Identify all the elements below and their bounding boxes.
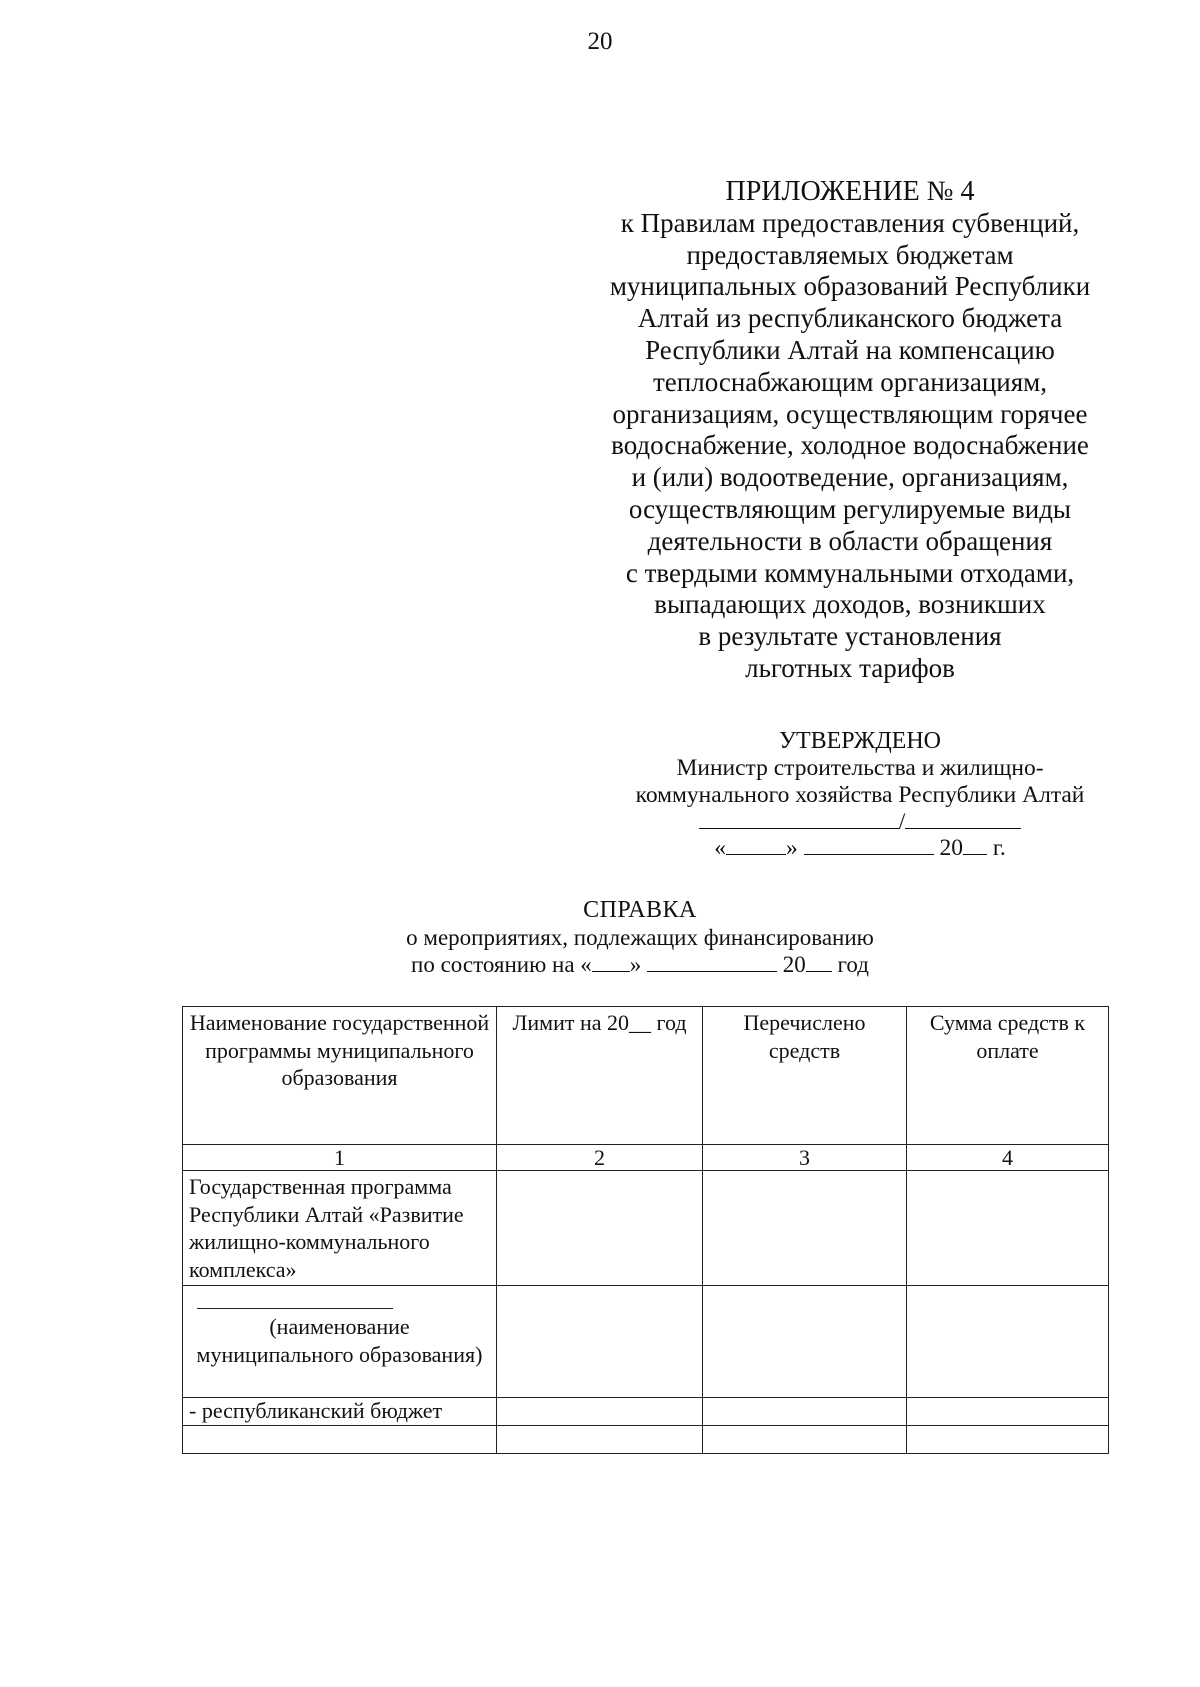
column-number: 2	[497, 1145, 703, 1171]
municipality-caption: (наименование муниципального образования)	[196, 1314, 483, 1367]
page-number: 20	[587, 28, 613, 55]
row-label-empty[interactable]	[183, 1426, 497, 1454]
header-limit: Лимит на 20__ год	[497, 1007, 703, 1145]
table-cell[interactable]	[703, 1286, 907, 1398]
appendix-line: и (или) водоотведение, организациям,	[631, 462, 1069, 493]
appendix-block	[580, 176, 1120, 685]
appendix-line: с твердыми коммунальными отходами,	[625, 557, 1075, 588]
table-cell[interactable]	[907, 1426, 1109, 1454]
date-open-quote: «	[714, 835, 726, 861]
certificate-heading: СПРАВКА	[583, 897, 697, 923]
signature-line	[620, 809, 1100, 835]
table-cell[interactable]	[907, 1171, 1109, 1286]
table-cell[interactable]	[497, 1426, 703, 1454]
header-program-name: Наименование государственной программы муниципального образования	[183, 1007, 497, 1145]
as-of-year-suffix: год	[837, 952, 869, 977]
appendix-line: Республики Алтай на компенсацию	[645, 334, 1055, 365]
as-of-year-blank	[806, 955, 832, 972]
date-close-quote: »	[786, 835, 798, 861]
table-row	[183, 1171, 1109, 1286]
day-blank	[726, 838, 786, 855]
row-label-program: Государственная программа Республики Алтай «Развитие жилищно-коммунального комплекса»	[183, 1171, 497, 1286]
appendix-line: выпадающих доходов, возникших	[654, 589, 1046, 620]
appendix-line: осуществляющим регулируемые виды	[628, 493, 1072, 524]
as-of-day-blank	[592, 955, 630, 972]
appendix-line: деятельности в области обращения	[647, 525, 1053, 556]
as-of-year-prefix: 20	[782, 952, 806, 977]
row-label-republican-budget: - республиканский бюджет	[183, 1398, 497, 1426]
table-cell[interactable]	[703, 1171, 907, 1286]
appendix-line: предоставляемых бюджетам	[686, 239, 1014, 270]
table-cell[interactable]	[703, 1398, 907, 1426]
header-amount-to-pay: Сумма средств к оплате	[907, 1007, 1109, 1145]
approval-date-line	[620, 835, 1100, 861]
column-number: 1	[183, 1145, 497, 1171]
signature-blank	[699, 812, 899, 829]
header-transferred: Перечислено средств	[703, 1007, 907, 1145]
row-label-municipality	[183, 1286, 497, 1398]
certificate-block	[370, 897, 910, 978]
table-cell[interactable]	[497, 1286, 703, 1398]
as-of-month-blank	[647, 955, 777, 972]
table-row	[183, 1398, 1109, 1426]
month-blank	[804, 838, 934, 855]
table-cell[interactable]	[907, 1398, 1109, 1426]
appendix-line: к Правилам предоставления субвенций,	[620, 207, 1080, 238]
table-row	[183, 1426, 1109, 1454]
approval-heading: УТВЕРЖДЕНО	[778, 728, 942, 754]
municipality-name-blank[interactable]	[197, 1308, 393, 1309]
appendix-line: в результате установления	[698, 621, 1002, 652]
appendix-title: ПРИЛОЖЕНИЕ № 4	[725, 176, 975, 207]
column-number: 4	[907, 1145, 1109, 1171]
as-of-prefix: по состоянию на «	[411, 952, 592, 977]
table-cell[interactable]	[703, 1426, 907, 1454]
year-prefix: 20	[939, 835, 963, 861]
approval-position-line: коммунального хозяйства Республики Алтай	[635, 782, 1085, 808]
approval-position-line: Министр строительства и жилищно-	[676, 755, 1044, 781]
appendix-line: муниципальных образований Республики	[609, 271, 1091, 302]
certificate-subtitle: о мероприятиях, подлежащих финансированию	[406, 925, 874, 950]
table-cell[interactable]	[497, 1398, 703, 1426]
certificate-date-line	[370, 951, 910, 978]
column-number: 3	[703, 1145, 907, 1171]
signature-name-blank	[905, 812, 1021, 829]
table-cell[interactable]	[907, 1286, 1109, 1398]
year-suffix: г.	[992, 835, 1006, 861]
financing-table	[182, 1006, 1109, 1454]
approval-block	[620, 728, 1100, 861]
signature-separator: /	[898, 809, 906, 835]
table-cell[interactable]	[497, 1171, 703, 1286]
appendix-line: Алтай из республиканского бюджета	[637, 303, 1063, 334]
as-of-close-quote: »	[629, 952, 642, 977]
appendix-line: льготных тарифов	[745, 652, 955, 683]
year-blank	[963, 838, 987, 855]
column-number-row	[183, 1145, 1109, 1171]
appendix-line: теплоснабжающим организациям,	[652, 366, 1047, 397]
appendix-line: водоснабжение, холодное водоснабжение	[611, 430, 1089, 461]
table-row	[183, 1286, 1109, 1398]
table-header-row	[183, 1007, 1109, 1145]
appendix-line: организациям, осуществляющим горячее	[612, 398, 1088, 429]
